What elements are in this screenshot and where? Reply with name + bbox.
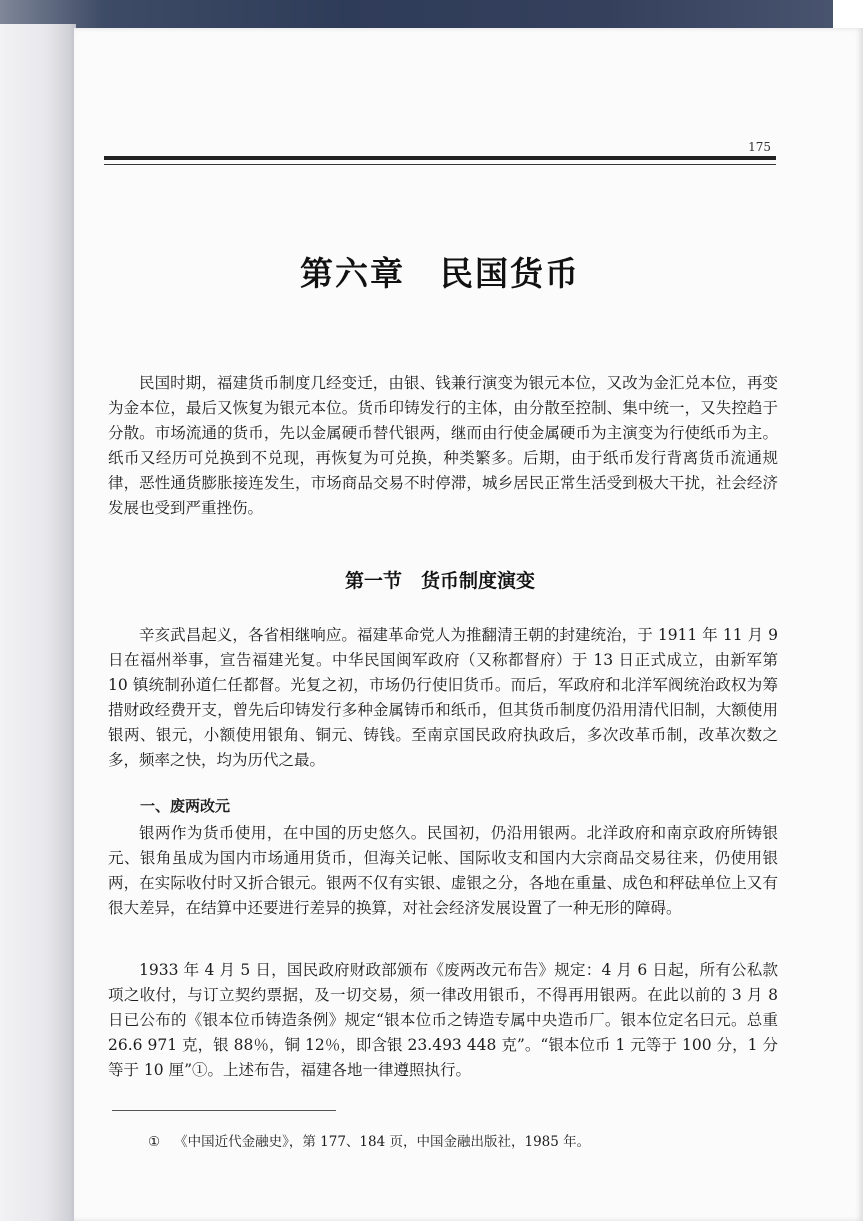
chapter-title: 第六章 民国货币 [300, 254, 580, 293]
facing-page-edge [0, 24, 76, 1221]
footnote [148, 1132, 768, 1152]
footnote-text: 《中国近代金融史》，第 177、184 页，中国金融出版社，1985 年。 [174, 1134, 591, 1150]
subsection-paragraph-1: 银两作为货币使用，在中国的历史悠久。民国初，仍沿用银两。北洋政府和南京政府所铸银元、银角虽成为国内市场通用货币，但海关记帐、国际收支和国内大宗商品交易往来，仍使用银两，在实际收付时又折合银元。银两不仅有实银、虚银之分，各地在重量、成色和秤砝单位上又有很大差异，在结算中还要进行差异的换算，对社会经济发展设置了一种无形的障碍。 [108, 824, 778, 917]
header-rule-thin [104, 164, 776, 165]
footnote-separator [112, 1110, 336, 1111]
intro-paragraph: 民国时期，福建货币制度几经变迁，由银、钱兼行演变为银元本位，又改为金汇兑本位，再变为金本位，最后又恢复为银元本位。货币印铸发行的主体，由分散至控制、集中统一，又失控趋于分散。市场流通的货币，先以金属硬币替代银两，继而由行使金属硬币为主演变为行使纸币为主。纸币又经历可兑换到不兑现，再恢复为可兑换，种类繁多。后期，由于纸币发行背离货币流通规律，恶性通货膨胀接连发生，市场商品交易不时停滞，城乡居民正常生活受到极大干扰，社会经济发展也受到严重挫伤。 [108, 374, 778, 517]
footnote-marker: ① [148, 1134, 161, 1150]
subsection-paragraph-2: 1933 年 4 月 5 日，国民政府财政部颁布《废两改元布告》规定：4 月 6 日起，所有公私款项之收付，与订立契约票据，及一切交易，须一律改用银币，不得再用银两。在此以前的 3 月 8 日已公布的《银本位币铸造条例》规定“银本位币之铸造专属中央造币厂。银本位定名曰元。总重 26.6 971 克，银 88％，铜 12％，即含银 23.493 448 克”。“银本位币 1 元等于 100 分，1 分等于 10 厘”①。上述布告，福建各地一律遵照执行。 [108, 961, 778, 1079]
section-title: 第一节 货币制度演变 [344, 570, 535, 592]
header-rule-thick [104, 156, 776, 160]
scan-edge-top [0, 0, 863, 30]
page-number: 175 [748, 140, 771, 154]
section-paragraph: 辛亥武昌起义，各省相继响应。福建革命党人为推翻清王朝的封建统治，于 1911 年 11 月 9 日在福州举事，宣告福建光复。中华民国闽军政府（又称都督府）于 13 日正式成立，由新军第 10 镇统制孙道仁任都督。光复之初，市场仍行使旧货币。而后，军政府和北洋军阀统治政权为筹措财政经费开支，曾先后印铸发行多种金属铸币和纸币，但其货币制度仍沿用清代旧制，大额使用银两、银元，小额使用银角、铜元、铸钱。至南京国民政府执政后，多次改革币制，改革次数之多，频率之快，均为历代之最。 [108, 626, 778, 769]
subsection-heading: 一、废两改元 [140, 797, 231, 815]
